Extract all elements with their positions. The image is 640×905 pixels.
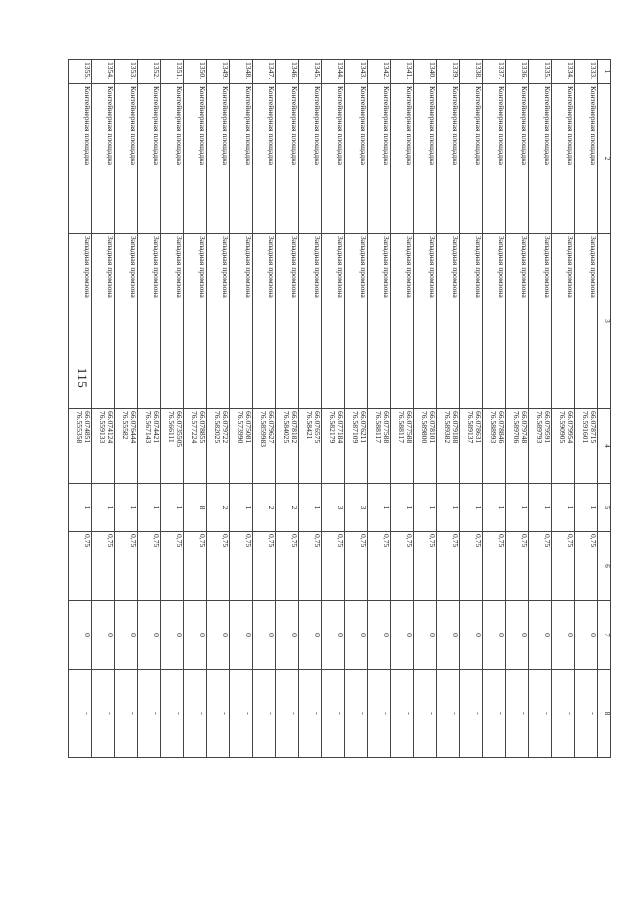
- site-zone: Западная промзона: [368, 234, 391, 409]
- table-row: [391, 60, 414, 758]
- col-8-value: -: [322, 670, 345, 758]
- site-name: Контейнерная площадка: [161, 84, 184, 234]
- container-volume: 0,75: [230, 532, 253, 601]
- col-8-value: -: [552, 670, 575, 758]
- table-row: [552, 60, 575, 758]
- col-7-value: 0: [529, 601, 552, 670]
- container-volume: 0,75: [529, 532, 552, 601]
- site-zone: Западная промзона: [460, 234, 483, 409]
- site-coordinates: [529, 409, 552, 484]
- container-volume: 0,75: [184, 532, 207, 601]
- table-row: [253, 60, 276, 758]
- container-volume: 0,75: [299, 532, 322, 601]
- row-number: 1351.: [161, 60, 184, 84]
- container-volume: 0,75: [276, 532, 299, 601]
- col-8-value: -: [345, 670, 368, 758]
- col-7-value: 0: [253, 601, 276, 670]
- site-zone: Западная промзона: [207, 234, 230, 409]
- latitude: 66.078182: [290, 411, 299, 444]
- container-volume: 0,75: [345, 532, 368, 601]
- col-8-value: -: [483, 670, 506, 758]
- latitude: 66.078855: [198, 411, 207, 444]
- container-count: 1: [414, 484, 437, 532]
- site-coordinates: [506, 409, 529, 484]
- site-zone: Западная промзона: [115, 234, 138, 409]
- col-7-value: 0: [92, 601, 115, 670]
- site-zone: Западная промзона: [138, 234, 161, 409]
- col-8-value: -: [230, 670, 253, 758]
- table-row: [529, 60, 552, 758]
- site-zone: Западная промзона: [69, 234, 92, 409]
- row-number: 1355.: [69, 60, 92, 84]
- site-zone: Западная промзона: [529, 234, 552, 409]
- site-name: Контейнерная площадка: [506, 84, 529, 234]
- row-number: 1341.: [391, 60, 414, 84]
- site-zone: Западная промзона: [161, 234, 184, 409]
- longitude: 76.5859983: [259, 411, 269, 448]
- container-volume: 0,75: [322, 532, 345, 601]
- header-col-7: 7: [598, 601, 611, 670]
- container-count: 1: [437, 484, 460, 532]
- container-volume: 0,75: [552, 532, 575, 601]
- table-row: [69, 60, 92, 758]
- site-coordinates: [345, 409, 368, 484]
- site-coordinates: [460, 409, 483, 484]
- site-coordinates: [115, 409, 138, 484]
- site-zone: Западная промзона: [253, 234, 276, 409]
- longitude: 76.588117: [374, 411, 384, 443]
- site-coordinates: [322, 409, 345, 484]
- row-number: 1337.: [483, 60, 506, 84]
- container-volume: 0,75: [253, 532, 276, 601]
- longitude: 76.589800: [420, 411, 430, 444]
- site-zone: Западная промзона: [92, 234, 115, 409]
- row-number: 1333.: [575, 60, 598, 84]
- row-number: 1338.: [460, 60, 483, 84]
- site-name: Контейнерная площадка: [230, 84, 253, 234]
- header-col-1: 1: [598, 60, 611, 84]
- col-8-value: -: [115, 670, 138, 758]
- site-zone: Западная промзона: [552, 234, 575, 409]
- site-coordinates: [437, 409, 460, 484]
- site-name: Контейнерная площадка: [184, 84, 207, 234]
- container-count: 1: [529, 484, 552, 532]
- container-volume: 0,75: [483, 532, 506, 601]
- row-number: 1335.: [529, 60, 552, 84]
- col-7-value: 0: [69, 601, 92, 670]
- row-number: 1339.: [437, 60, 460, 84]
- site-zone: Западная промзона: [276, 234, 299, 409]
- row-number: 1344.: [322, 60, 345, 84]
- col-7-value: 0: [115, 601, 138, 670]
- container-volume: 0,75: [115, 532, 138, 601]
- site-zone: Западная промзона: [345, 234, 368, 409]
- container-volume: 0,75: [437, 532, 460, 601]
- site-zone: Западная промзона: [184, 234, 207, 409]
- site-name: Контейнерная площадка: [483, 84, 506, 234]
- longitude: 76.577224: [190, 411, 200, 444]
- longitude: 76.582025: [213, 411, 223, 444]
- container-volume: 0,75: [161, 532, 184, 601]
- latitude: 66.078631: [474, 411, 483, 444]
- longitude: 76.573990: [236, 411, 246, 444]
- longitude: 76.588993: [489, 411, 499, 444]
- col-8-value: -: [92, 670, 115, 758]
- container-count: 1: [69, 484, 92, 532]
- site-zone: Западная промзона: [483, 234, 506, 409]
- longitude: 76.55582: [121, 411, 131, 440]
- latitude: 66.079188: [451, 411, 460, 444]
- row-number: 1340.: [414, 60, 437, 84]
- site-name: Контейнерная площадка: [552, 84, 575, 234]
- latitude: 66.079748: [520, 411, 529, 444]
- table-row: [575, 60, 598, 758]
- col-7-value: 0: [299, 601, 322, 670]
- row-number: 1347.: [253, 60, 276, 84]
- table-row: [483, 60, 506, 758]
- latitude: 66.078846: [497, 411, 506, 444]
- row-number: 1336.: [506, 60, 529, 84]
- longitude: 76.58421: [305, 411, 315, 440]
- col-8-value: -: [138, 670, 161, 758]
- page-number: 115: [75, 367, 90, 389]
- col-8-value: -: [184, 670, 207, 758]
- col-8-value: -: [575, 670, 598, 758]
- table-row: [414, 60, 437, 758]
- longitude: 76.559133: [98, 411, 108, 444]
- site-name: Контейнерная площадка: [69, 84, 92, 234]
- container-count: 1: [138, 484, 161, 532]
- container-volume: 0,75: [391, 532, 414, 601]
- row-number: 1346.: [276, 60, 299, 84]
- row-number: 1354.: [92, 60, 115, 84]
- row-number: 1342.: [368, 60, 391, 84]
- site-coordinates: [276, 409, 299, 484]
- table-header-row: [598, 60, 611, 758]
- container-count: 1: [161, 484, 184, 532]
- table-row: [161, 60, 184, 758]
- longitude: 76.590905: [558, 411, 568, 444]
- latitude: 66.079627: [267, 411, 276, 444]
- header-col-6: 6: [598, 532, 611, 601]
- site-name: Контейнерная площадка: [529, 84, 552, 234]
- col-7-value: 0: [230, 601, 253, 670]
- col-7-value: 0: [184, 601, 207, 670]
- col-8-value: -: [69, 670, 92, 758]
- site-coordinates: [483, 409, 506, 484]
- longitude: 76.566111: [167, 411, 177, 443]
- col-7-value: 0: [391, 601, 414, 670]
- col-8-value: -: [276, 670, 299, 758]
- site-name: Контейнерная площадка: [345, 84, 368, 234]
- site-zone: Западная промзона: [437, 234, 460, 409]
- header-col-2: 2: [598, 84, 611, 234]
- row-number: 1343.: [345, 60, 368, 84]
- col-8-value: -: [391, 670, 414, 758]
- row-number: 1350.: [184, 60, 207, 84]
- site-zone: Западная промзона: [414, 234, 437, 409]
- col-7-value: 0: [161, 601, 184, 670]
- container-count: 1: [506, 484, 529, 532]
- site-zone: Западная промзона: [506, 234, 529, 409]
- site-coordinates: [207, 409, 230, 484]
- site-coordinates: [69, 409, 92, 484]
- table-row: [368, 60, 391, 758]
- site-name: Контейнерная площадка: [253, 84, 276, 234]
- site-name: Контейнерная площадка: [368, 84, 391, 234]
- container-volume: 0,75: [460, 532, 483, 601]
- latitude: 66.079954: [566, 411, 575, 444]
- col-8-value: -: [253, 670, 276, 758]
- latitude: 66.074124: [106, 411, 115, 444]
- container-volume: 0,75: [92, 532, 115, 601]
- table-row: [184, 60, 207, 758]
- col-7-value: 0: [368, 601, 391, 670]
- site-name: Контейнерная площадка: [207, 84, 230, 234]
- site-coordinates: [253, 409, 276, 484]
- site-coordinates: [230, 409, 253, 484]
- col-7-value: 0: [506, 601, 529, 670]
- row-number: 1334.: [552, 60, 575, 84]
- col-8-value: -: [529, 670, 552, 758]
- site-coordinates: [552, 409, 575, 484]
- container-volume: 0,75: [368, 532, 391, 601]
- longitude: 76.589706: [512, 411, 522, 444]
- longitude: 76.587109: [351, 411, 361, 444]
- container-count: 8: [184, 484, 207, 532]
- site-name: Контейнерная площадка: [460, 84, 483, 234]
- header-col-4: 4: [598, 409, 611, 484]
- site-coordinates: [184, 409, 207, 484]
- header-col-5: 5: [598, 484, 611, 532]
- col-7-value: 0: [276, 601, 299, 670]
- header-col-8: 8: [598, 670, 611, 758]
- site-name: Контейнерная площадка: [437, 84, 460, 234]
- row-number: 1345.: [299, 60, 322, 84]
- row-number: 1353.: [115, 60, 138, 84]
- site-name: Контейнерная площадка: [391, 84, 414, 234]
- latitude: 66.079722: [221, 411, 230, 444]
- table-row: [207, 60, 230, 758]
- container-count: 1: [299, 484, 322, 532]
- longitude: 76.591601: [581, 411, 591, 444]
- col-7-value: 0: [207, 601, 230, 670]
- longitude: 76.567143: [144, 411, 154, 444]
- container-volume: 0,75: [207, 532, 230, 601]
- latitude: 66.076575: [313, 411, 322, 444]
- col-8-value: -: [506, 670, 529, 758]
- container-count: 1: [483, 484, 506, 532]
- col-7-value: 0: [414, 601, 437, 670]
- longitude: 76.588117: [397, 411, 407, 443]
- site-name: Контейнерная площадка: [276, 84, 299, 234]
- site-name: Контейнерная площадка: [138, 84, 161, 234]
- container-volume: 0,75: [506, 532, 529, 601]
- table-row: [460, 60, 483, 758]
- container-volume: 0,75: [414, 532, 437, 601]
- table-row: [437, 60, 460, 758]
- container-count: 1: [391, 484, 414, 532]
- container-count: 1: [368, 484, 391, 532]
- table-body: [69, 60, 611, 758]
- site-name: Контейнерная площадка: [414, 84, 437, 234]
- container-sites-table: [68, 59, 611, 758]
- col-8-value: -: [414, 670, 437, 758]
- site-coordinates: [575, 409, 598, 484]
- col-7-value: 0: [552, 601, 575, 670]
- table-row: [299, 60, 322, 758]
- site-name: Контейнерная площадка: [115, 84, 138, 234]
- container-count: 1: [115, 484, 138, 532]
- site-zone: Западная промзона: [230, 234, 253, 409]
- col-7-value: 0: [437, 601, 460, 670]
- container-count: 1: [92, 484, 115, 532]
- latitude: 66.077588: [405, 411, 414, 444]
- site-zone: Западная промзона: [575, 234, 598, 409]
- table-row: [92, 60, 115, 758]
- site-coordinates: [161, 409, 184, 484]
- container-count: 1: [575, 484, 598, 532]
- latitude: 66.076211: [359, 411, 368, 443]
- latitude: 66.077588: [382, 411, 391, 444]
- container-volume: 0,75: [69, 532, 92, 601]
- longitude: 76.589137: [466, 411, 476, 444]
- table-row: [345, 60, 368, 758]
- container-count: 3: [345, 484, 368, 532]
- site-coordinates: [299, 409, 322, 484]
- col-8-value: -: [368, 670, 391, 758]
- site-name: Контейнерная площадка: [299, 84, 322, 234]
- col-7-value: 0: [460, 601, 483, 670]
- col-7-value: 0: [138, 601, 161, 670]
- table-row: [138, 60, 161, 758]
- site-zone: Западная промзона: [391, 234, 414, 409]
- col-8-value: -: [299, 670, 322, 758]
- latitude: 66.079591: [543, 411, 552, 444]
- table-row: [322, 60, 345, 758]
- container-volume: 0,75: [138, 532, 161, 601]
- table-row: [276, 60, 299, 758]
- site-coordinates: [92, 409, 115, 484]
- latitude: 66.075081: [244, 411, 253, 444]
- container-count: 2: [253, 484, 276, 532]
- col-8-value: -: [207, 670, 230, 758]
- latitude: 66.078715: [589, 411, 598, 444]
- site-coordinates: [414, 409, 437, 484]
- container-count: 1: [460, 484, 483, 532]
- col-7-value: 0: [345, 601, 368, 670]
- container-count: 2: [276, 484, 299, 532]
- site-name: Контейнерная площадка: [322, 84, 345, 234]
- latitude: 66.077184: [336, 411, 345, 444]
- latitude: 66.074851: [83, 411, 92, 444]
- table-row: [115, 60, 138, 758]
- latitude: 66.076444: [129, 411, 138, 444]
- container-count: 3: [322, 484, 345, 532]
- latitude: 66.074421: [152, 411, 161, 444]
- longitude: 76.582179: [328, 411, 338, 444]
- latitude: 66.078101: [428, 411, 437, 444]
- longitude: 76.584025: [282, 411, 292, 444]
- latitude: 66.0735505: [175, 411, 184, 448]
- container-count: 1: [230, 484, 253, 532]
- longitude: 76.589382: [443, 411, 453, 444]
- site-zone: Западная промзона: [322, 234, 345, 409]
- header-col-3: 3: [598, 234, 611, 409]
- table-row: [506, 60, 529, 758]
- container-count: 1: [552, 484, 575, 532]
- col-7-value: 0: [575, 601, 598, 670]
- col-8-value: -: [161, 670, 184, 758]
- container-volume: 0,75: [575, 532, 598, 601]
- row-number: 1348.: [230, 60, 253, 84]
- site-name: Контейнерная площадка: [92, 84, 115, 234]
- col-8-value: -: [437, 670, 460, 758]
- site-zone: Западная промзона: [299, 234, 322, 409]
- site-coordinates: [368, 409, 391, 484]
- col-7-value: 0: [322, 601, 345, 670]
- site-coordinates: [391, 409, 414, 484]
- site-name: Контейнерная площадка: [575, 84, 598, 234]
- longitude: 76.555358: [75, 411, 85, 444]
- longitude: 76.589793: [535, 411, 545, 444]
- row-number: 1352.: [138, 60, 161, 84]
- table-row: [230, 60, 253, 758]
- col-7-value: 0: [483, 601, 506, 670]
- row-number: 1349.: [207, 60, 230, 84]
- col-8-value: -: [460, 670, 483, 758]
- container-count: 2: [207, 484, 230, 532]
- site-coordinates: [138, 409, 161, 484]
